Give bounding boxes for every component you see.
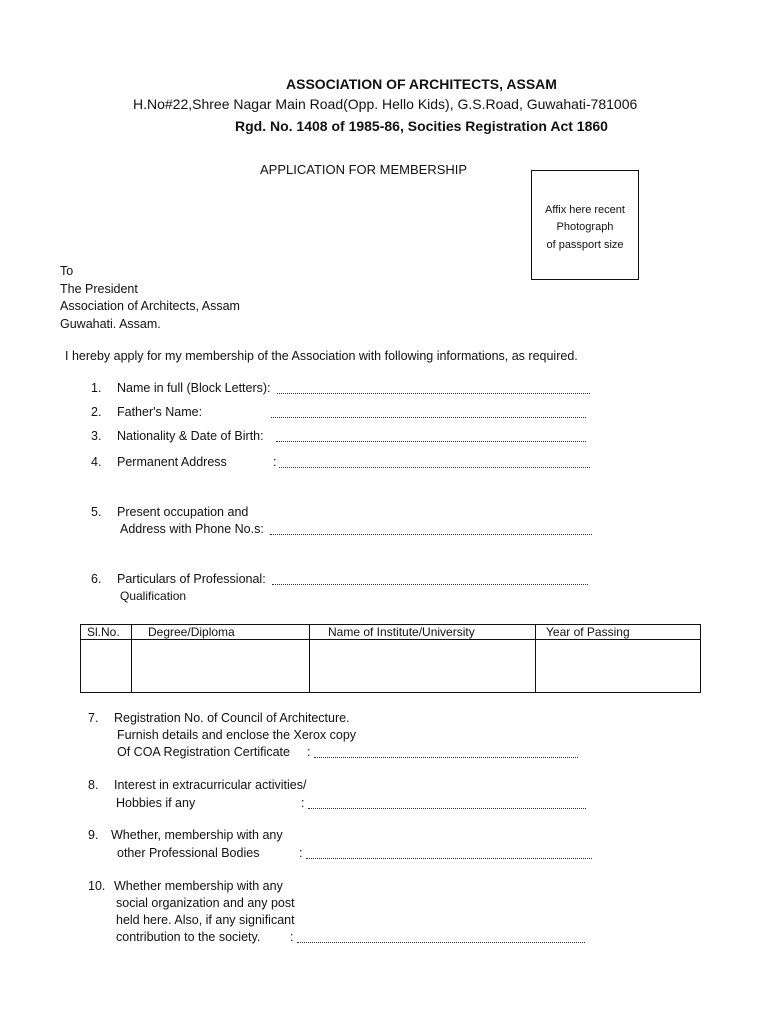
coa-registration-label: Furnish details and enclose the Xerox copy	[117, 728, 357, 742]
hobbies-label: Hobbies if any	[116, 796, 196, 810]
fathers-name-label: Father's Name:	[117, 405, 203, 419]
photo-box	[531, 170, 639, 280]
field-number: 7.	[88, 711, 99, 725]
permanent-address-label: Permanent Address	[117, 455, 227, 469]
photo-box-line: of passport size	[546, 239, 624, 251]
present-occupation-label: Address with Phone No.s:	[120, 522, 264, 536]
field-number: 2.	[91, 405, 102, 419]
social-organization-label: contribution to the society.	[116, 930, 261, 944]
professional-bodies-label: Whether, membership with any	[111, 828, 283, 842]
nationality-dob-field[interactable]	[276, 441, 586, 442]
nationality-dob-label: Nationality & Date of Birth:	[117, 429, 264, 443]
professional-qualification-field[interactable]	[272, 584, 588, 585]
photo-box-line: Photograph	[556, 221, 614, 233]
present-occupation-label: Present occupation and	[117, 505, 249, 519]
professional-bodies-label: other Professional Bodies	[117, 846, 260, 860]
qualification-table	[80, 624, 701, 693]
field-number: 6.	[91, 572, 102, 586]
colon: :	[299, 846, 303, 860]
hobbies-label: Interest in extracurricular activities/	[114, 778, 307, 792]
field-number: 5.	[91, 505, 102, 519]
social-organization-label: social organization and any post	[116, 896, 295, 910]
full-name-field[interactable]	[277, 393, 590, 394]
colon: :	[290, 930, 294, 944]
field-number: 4.	[91, 455, 102, 469]
org-address: H.No#22,Shree Nagar Main Road(Opp. Hello Kids), G.S.Road, Guwahati-781006	[133, 96, 638, 112]
field-number: 1.	[91, 381, 102, 395]
table-row	[81, 640, 701, 693]
form-title: APPLICATION FOR MEMBERSHIP	[260, 162, 468, 177]
addressee-line: Association of Architects, Assam	[60, 299, 240, 313]
intro-text: I hereby apply for my membership of the Association with following informations, as required.	[65, 349, 578, 363]
column-header: Year of Passing	[536, 625, 701, 640]
social-organization-label: held here. Also, if any significant	[116, 913, 295, 927]
hobbies-field[interactable]	[308, 808, 586, 809]
coa-registration-field[interactable]	[314, 757, 578, 758]
addressee-line: The President	[60, 282, 138, 296]
table-cell[interactable]	[81, 640, 132, 693]
addressee-line: Guwahati. Assam.	[60, 317, 161, 331]
colon: :	[307, 745, 311, 759]
table-header-row	[81, 625, 701, 640]
org-name: ASSOCIATION OF ARCHITECTS, ASSAM	[286, 76, 557, 92]
field-number: 8.	[88, 778, 99, 792]
table-cell[interactable]	[536, 640, 701, 693]
addressee-line: To	[60, 264, 74, 278]
full-name-label: Name in full (Block Letters):	[117, 381, 271, 395]
social-organization-field[interactable]	[297, 942, 585, 943]
coa-registration-label: Of COA Registration Certificate	[117, 745, 290, 759]
column-header: Name of Institute/University	[310, 625, 536, 640]
field-number: 10.	[88, 879, 106, 893]
table-cell[interactable]	[132, 640, 310, 693]
fathers-name-field[interactable]	[271, 417, 586, 418]
table-cell[interactable]	[310, 640, 536, 693]
column-header: Sl.No.	[81, 625, 132, 640]
photo-box-line: Affix here recent	[545, 204, 625, 216]
colon: :	[273, 455, 277, 469]
field-number: 3.	[91, 429, 102, 443]
present-occupation-field[interactable]	[270, 534, 592, 535]
social-organization-label: Whether membership with any	[114, 879, 283, 893]
registration-line: Rgd. No. 1408 of 1985-86, Socities Registration Act 1860	[235, 118, 608, 134]
professional-qualification-label: Particulars of Professional:	[117, 572, 266, 586]
professional-qualification-label: Qualification	[120, 589, 187, 603]
column-header: Degree/Diploma	[132, 625, 310, 640]
professional-bodies-field[interactable]	[306, 858, 592, 859]
colon: :	[301, 796, 305, 810]
field-number: 9.	[88, 828, 99, 842]
permanent-address-field[interactable]	[279, 467, 590, 468]
coa-registration-label: Registration No. of Council of Architecture.	[114, 711, 350, 725]
